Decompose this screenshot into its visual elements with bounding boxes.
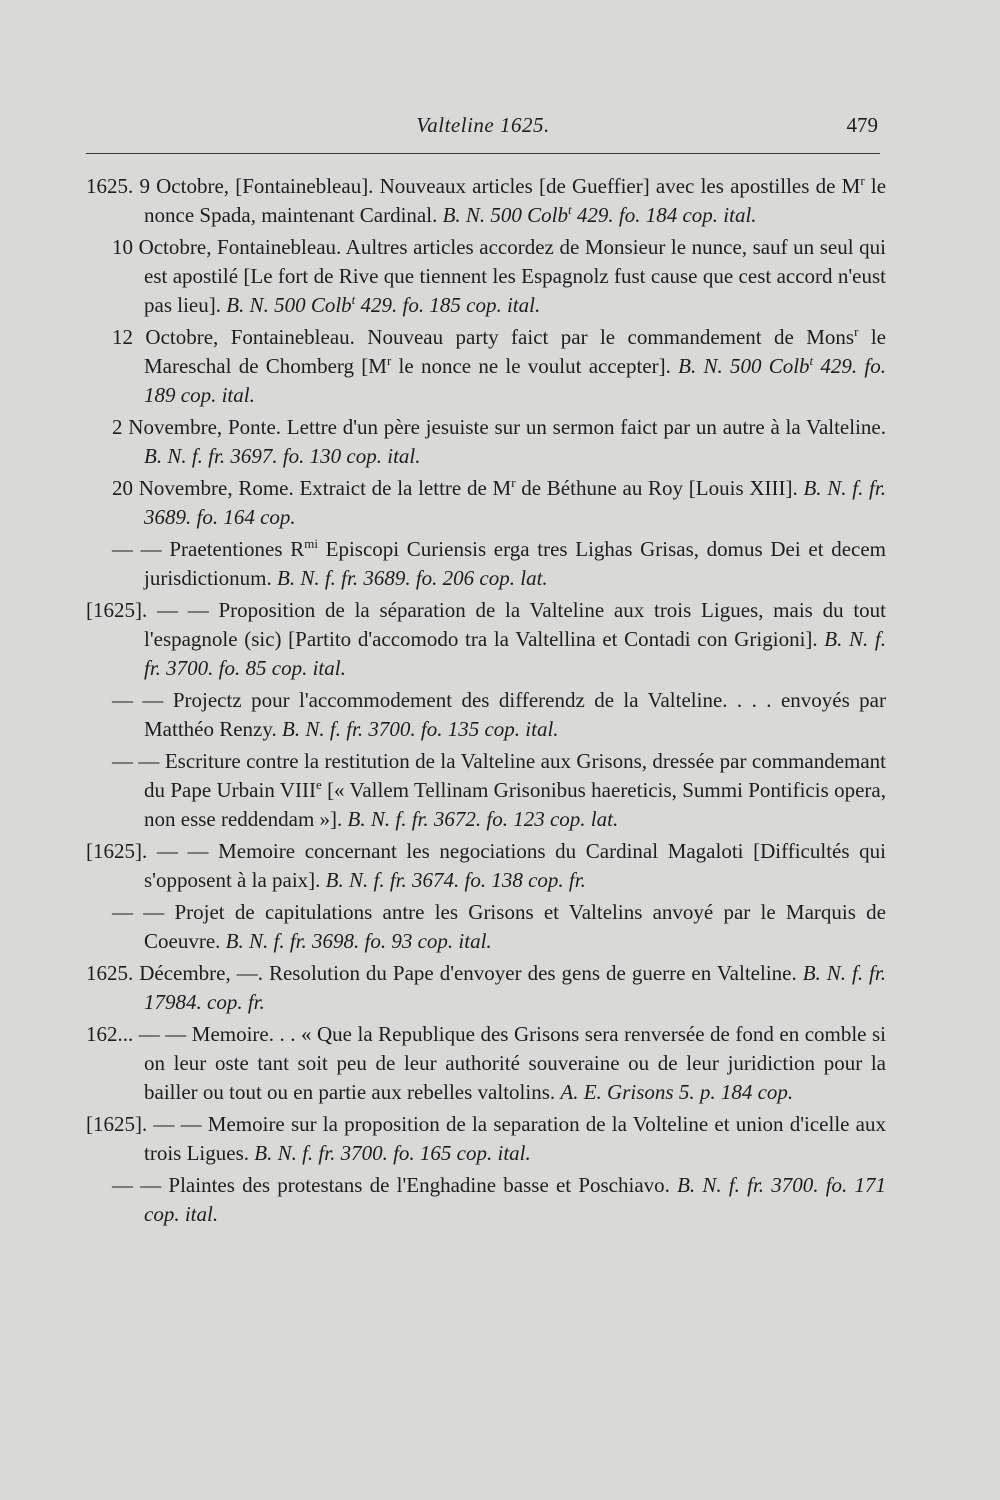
entry: [1625]. — — Proposition de la séparation de la Valteline aux trois Ligues, mais du tout l'espagnole (sic) [Partito d'accomodo tra la Valtellina et Contadi con Grigioni]. B. N. f. fr. 3700. fo. 85 cop. ital.: [86, 598, 886, 680]
page-header: [86, 113, 880, 154]
entry: — — Escriture contre la restitution de la Valteline aux Grisons, dressée par commandemant du Pape Urbain VIIIe [« Vallem Tellinam Grisonibus haereticis, Summi Pontificis opera, non esse reddendam »]. B. N. f. fr. 3672. fo. 123 cop. lat.: [112, 749, 886, 831]
entry: 10 Octobre, Fontainebleau. Aultres articles accordez de Monsieur le nunce, sauf un seul qui est apostilé [Le fort de Rive que tiennent les Espagnolz fust cause que cest accord n'eust pas lieu]. B. N. 500 Colb$^t$ 429. fo. 185 cop. ital.: [112, 235, 886, 317]
entry: 1625. 9 Octobre, [Fontainebleau]. Nouveaux articles [de Gueffier] avec les apostilles de $M^r$ le nonce Spada, maintenant Cardinal. B. N. 500 Colb$^t$ 429. fo. 184 cop. ital.: [86, 173, 887, 227]
entry: — — Projet de capitulations antre les Grisons et Valtelins anvoyé par le Marquis de Coeuvre. B. N. f. fr. 3698. fo. 93 cop. ital.: [112, 900, 886, 953]
running-title: Valteline 1625.: [416, 113, 550, 137]
entry: 20 Novembre, Rome. Extraict de la lettre de $M^r$ de Béthune au Roy [Louis XIII]. B. N. f. fr. 3689. fo. 164 cop.: [112, 475, 886, 529]
entry: — — Projectz pour l'accommodement des differendz de la Valteline. . . . envoyés par Matthéo Renzy. B. N. f. fr. 3700. fo. 135 cop. ital.: [112, 688, 886, 741]
entry: 1625. Décembre, —. Resolution du Pape d'envoyer des gens de guerre en Valteline. B. N. f. fr. 17984. cop. fr.: [86, 961, 886, 1014]
entry: 162... — — Memoire. . . « Que la Republique des Grisons sera renversée de fond en comble si on leur oste tant soit peu de leur authorité souveraine ou de leur juridiction pour la bailler ou tout ou en partie aux rebelles valtolins. A. E. Grisons 5. p. 184 cop.: [86, 1022, 887, 1104]
entry: — — Praetentiones $R^{mi}$ Episcopi Curiensis erga tres Lighas Grisas, domus Dei et decem jurisdictionum. B. N. f. fr. 3689. fo. 206 cop. lat.: [112, 536, 887, 590]
entry: [1625]. — — Memoire sur la proposition de la separation de la Volteline et union d'icelle aux trois Ligues. B. N. f. fr. 3700. fo. 165 cop. ital.: [86, 1112, 886, 1165]
page-number: 479: [846, 113, 878, 137]
entry: 12 Octobre, Fontainebleau. Nouveau party faict par le commandement de Mons$^r$ le Mareschal de Chomberg [$M^r$ le nonce ne le voulut accepter]. B. N. 500 Colb$^t$ 429. fo. 189 cop. ital.: [112, 324, 887, 407]
document-body: [86, 172, 886, 1232]
entry: 2 Novembre, Ponte. Lettre d'un père jesuiste sur un sermon faict par un autre à la Valteline. B. N. f. fr. 3697. fo. 130 cop. ital.: [112, 415, 886, 468]
entry: [1625]. — — Memoire concernant les negociations du Cardinal Magaloti [Difficultés qui s'opposent à la paix]. B. N. f. fr. 3674. fo. 138 cop. fr.: [86, 839, 886, 892]
entry: — — Plaintes des protestans de l'Enghadine basse et Poschiavo. B. N. f. fr. 3700. fo. 171 cop. ital.: [112, 1173, 886, 1226]
